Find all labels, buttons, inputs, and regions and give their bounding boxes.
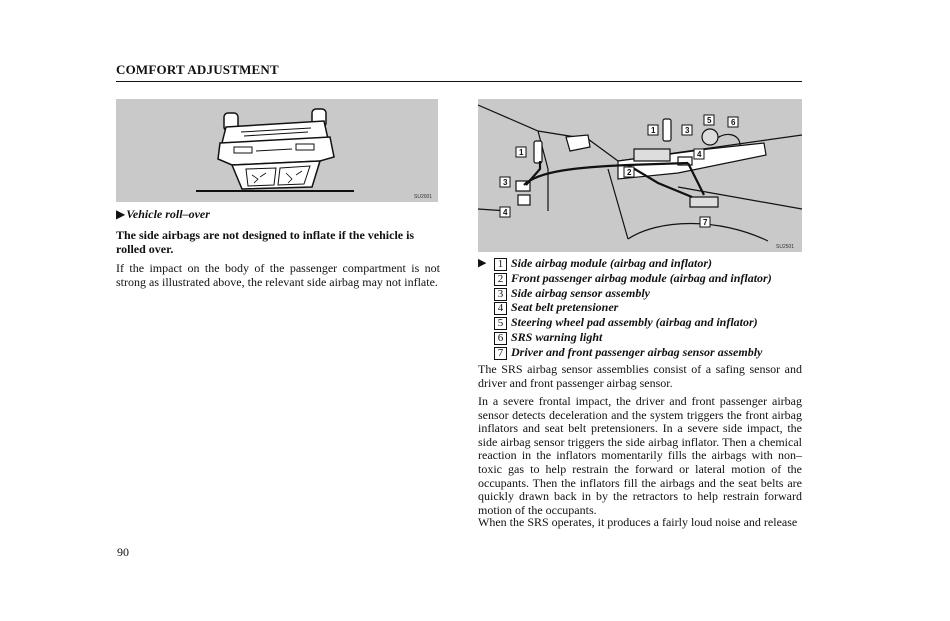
body-paragraph: If the impact on the body of the passenger compartment is not strong as illustrated above, the relevant side airbag may not inflate. bbox=[116, 261, 440, 289]
body-paragraph: In a severe frontal impact, the driver and front passenger airbag sensor detects deceleration and the system triggers the front airbag inflators and seat belt pretensioners. In a severe side impact, the side airbag sensor triggers the side airbag inflator. Then a chemical reaction in the inflators momentarily fills the airbags with non–toxic gas to help restrain the forward or lateral motion of the occupants. Then the inflators fill the airbags and the seat belts are quickly drawn back in by the retractors to help restrain forward motion of the occupants. bbox=[478, 394, 802, 517]
car-interior-drawing bbox=[478, 99, 802, 252]
callout-7: 7 bbox=[703, 218, 708, 227]
callout-4: 4 bbox=[503, 208, 508, 217]
legend-label: Driver and front passenger airbag sensor assembly bbox=[511, 344, 763, 359]
warning-text: The side airbags are not designed to inflate if the vehicle is rolled over. bbox=[116, 228, 415, 256]
legend-number: 1 bbox=[494, 258, 507, 271]
section-title: COMFORT ADJUSTMENT bbox=[116, 62, 279, 77]
legend-item bbox=[478, 256, 808, 271]
legend-item bbox=[478, 330, 808, 345]
page-number: 90 bbox=[117, 545, 129, 559]
legend-label: Side airbag sensor assembly bbox=[511, 285, 651, 300]
callout-4b: 4 bbox=[697, 150, 702, 159]
caption-arrow-icon: ▶ bbox=[116, 207, 126, 221]
legend-label: SRS warning light bbox=[511, 329, 603, 344]
legend-label: Steering wheel pad assembly (airbag and inflator) bbox=[511, 315, 758, 330]
rolled-car-drawing bbox=[116, 99, 438, 202]
component-legend bbox=[478, 256, 808, 360]
legend-label: Front passenger airbag module (airbag and inflator) bbox=[511, 270, 772, 285]
legend-item bbox=[478, 315, 808, 330]
callout-6: 6 bbox=[731, 118, 736, 127]
caption-text: Vehicle roll–over bbox=[126, 207, 210, 221]
rollover-illustration bbox=[116, 99, 438, 202]
legend-number: 5 bbox=[494, 317, 507, 330]
legend-number: 2 bbox=[494, 273, 507, 286]
body-paragraph: The SRS airbag sensor assemblies consist of a safing sensor and driver and front passenger airbag sensor. bbox=[478, 362, 802, 390]
callout-3: 3 bbox=[503, 178, 508, 187]
callout-1b: 1 bbox=[651, 126, 656, 135]
legend-number: 7 bbox=[494, 347, 507, 360]
callout-5: 5 bbox=[707, 116, 712, 125]
header-rule bbox=[116, 81, 802, 82]
legend-number: 3 bbox=[494, 288, 507, 301]
callout-2: 2 bbox=[627, 168, 632, 177]
callout-1: 1 bbox=[519, 148, 524, 157]
legend-item bbox=[478, 271, 808, 286]
legend-number: 6 bbox=[494, 332, 507, 345]
body-paragraph: When the SRS operates, it produces a fairly loud noise and release bbox=[478, 515, 798, 529]
figure-code: SU2001 bbox=[414, 194, 433, 200]
legend-label: Seat belt pretensioner bbox=[511, 300, 619, 315]
legend-number: 4 bbox=[494, 302, 507, 315]
callout-3b: 3 bbox=[685, 126, 690, 135]
legend-arrow-icon: ▶ bbox=[478, 257, 487, 269]
legend-item bbox=[478, 300, 808, 315]
srs-components-illustration bbox=[478, 99, 802, 252]
legend-item bbox=[478, 345, 808, 360]
legend-label: Side airbag module (airbag and inflator) bbox=[511, 256, 713, 270]
legend-item bbox=[478, 286, 808, 301]
figure-caption bbox=[116, 207, 210, 222]
figure-code: SU2501 bbox=[776, 244, 795, 250]
